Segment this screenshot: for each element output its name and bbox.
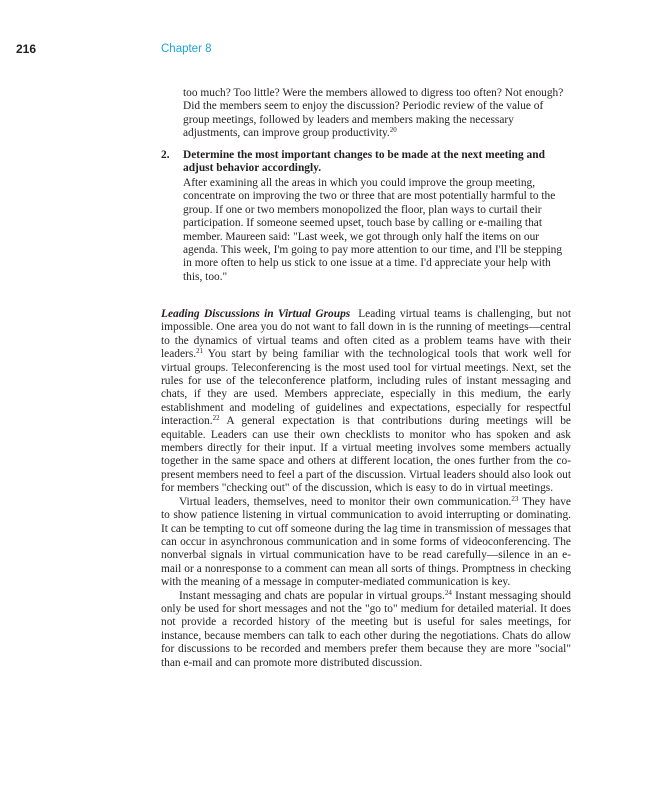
footnote-ref: 23 bbox=[511, 494, 519, 503]
runin-heading: Leading Discussions in Virtual Groups bbox=[161, 308, 351, 320]
footnote-ref: 22 bbox=[212, 414, 220, 423]
paragraph bbox=[161, 496, 571, 590]
footnote-ref: 20 bbox=[389, 126, 397, 135]
paragraph bbox=[161, 308, 571, 496]
chapter-title: Chapter 8 bbox=[161, 43, 212, 55]
footnote-ref: 24 bbox=[444, 588, 452, 597]
paragraph-text: Virtual leaders, themselves, need to monitor their own communication. bbox=[179, 495, 512, 508]
top-paragraph-text: too much? Too little? Were the members allowed to digress too often? Not enough? Did the members seem to enjoy the discussion? Periodic review of the value of group meetings, followed by leaders and members making the necessary adjustments, can improve group productivity. bbox=[183, 87, 564, 140]
paragraph-text: A general expectation is that contributions during meetings will be equitable. Leaders can use their own checklists to monitor who has spoken and ask members directly for their input. If a virtual meeting involves some members actually together in the same space and others at different location, the ones further from the co-present members need to feel a part of the discussion. Virtual leaders should also look out for members "checking out" of the discussion, which is easy to do in virtual meetings. bbox=[161, 415, 571, 495]
list-item-heading: Determine the most important changes to be made at the next meeting and adjust behavior accordingly. bbox=[183, 149, 545, 175]
paragraph-text: You start by being familiar with the technological tools that work well for virtual groups. Teleconferencing is the most used tool for virtual meetings. Next, set the rules for use of the teleconference platform, including rules of instant messaging and chats, if they are used. Members appreciate, especially in this medium, the early establishment and modeling of guidelines and expectations, especially for respectful interaction. bbox=[161, 348, 571, 428]
footnote-ref: 21 bbox=[196, 347, 204, 356]
section-virtual-groups bbox=[161, 308, 571, 670]
paragraph-text: Leading virtual teams is challenging, but not impossible. One area you do not want to fall down in is the running of meetings—central to the dynamics of virtual teams and often cited as a problem teams have with their leaders. bbox=[161, 308, 571, 361]
page-number: 216 bbox=[16, 42, 37, 56]
paragraph bbox=[161, 590, 571, 670]
paragraph-text: Instant messaging should only be used for short messages and not the "go to" medium for detailed material. It does not provide a recorded history of the meeting but is useful for sales meetings, for instance, because members can talk to each other during the negotiations. Chats do allow for discussions to be recorded and members prefer them because they are more "social" than e-mail and can promote more distributed discussion. bbox=[161, 589, 571, 669]
paragraph-text: Instant messaging and chats are popular in virtual groups. bbox=[179, 589, 445, 602]
list-item-body: After examining all the areas in which you could improve the group meeting, concentrate on improving the two or three that are most potentially harmful to the group. If one or two members monopolized the floor, plan ways to curtail their participation. If someone seemed upset, touch base by calling or e-mailing that member. Maureen said: "Last week, we got through only half the items on our agenda. This week, I'm going to pay more attention to our time, and I'll be stepping in more often to help us stick to one issue at a time. I'd appreciate your help with this, too." bbox=[183, 177, 563, 283]
list-item-number: 2. bbox=[161, 149, 170, 161]
paragraph-text: They have to show patience listening in virtual communication to avoid interrupting or dominating. It can be tempting to cut off someone during the lag time in transmission of messages that can occur in asynchronous communication and in some forms of videoconferencing. The nonverbal signals in virtual communication have to be read carefully—silence in an e-mail or a nonresponse to a comment can mean all sorts of things. Promptness in checking with the meaning of a message in computer-mediated communication is key. bbox=[161, 495, 571, 589]
top-paragraph bbox=[183, 87, 571, 141]
